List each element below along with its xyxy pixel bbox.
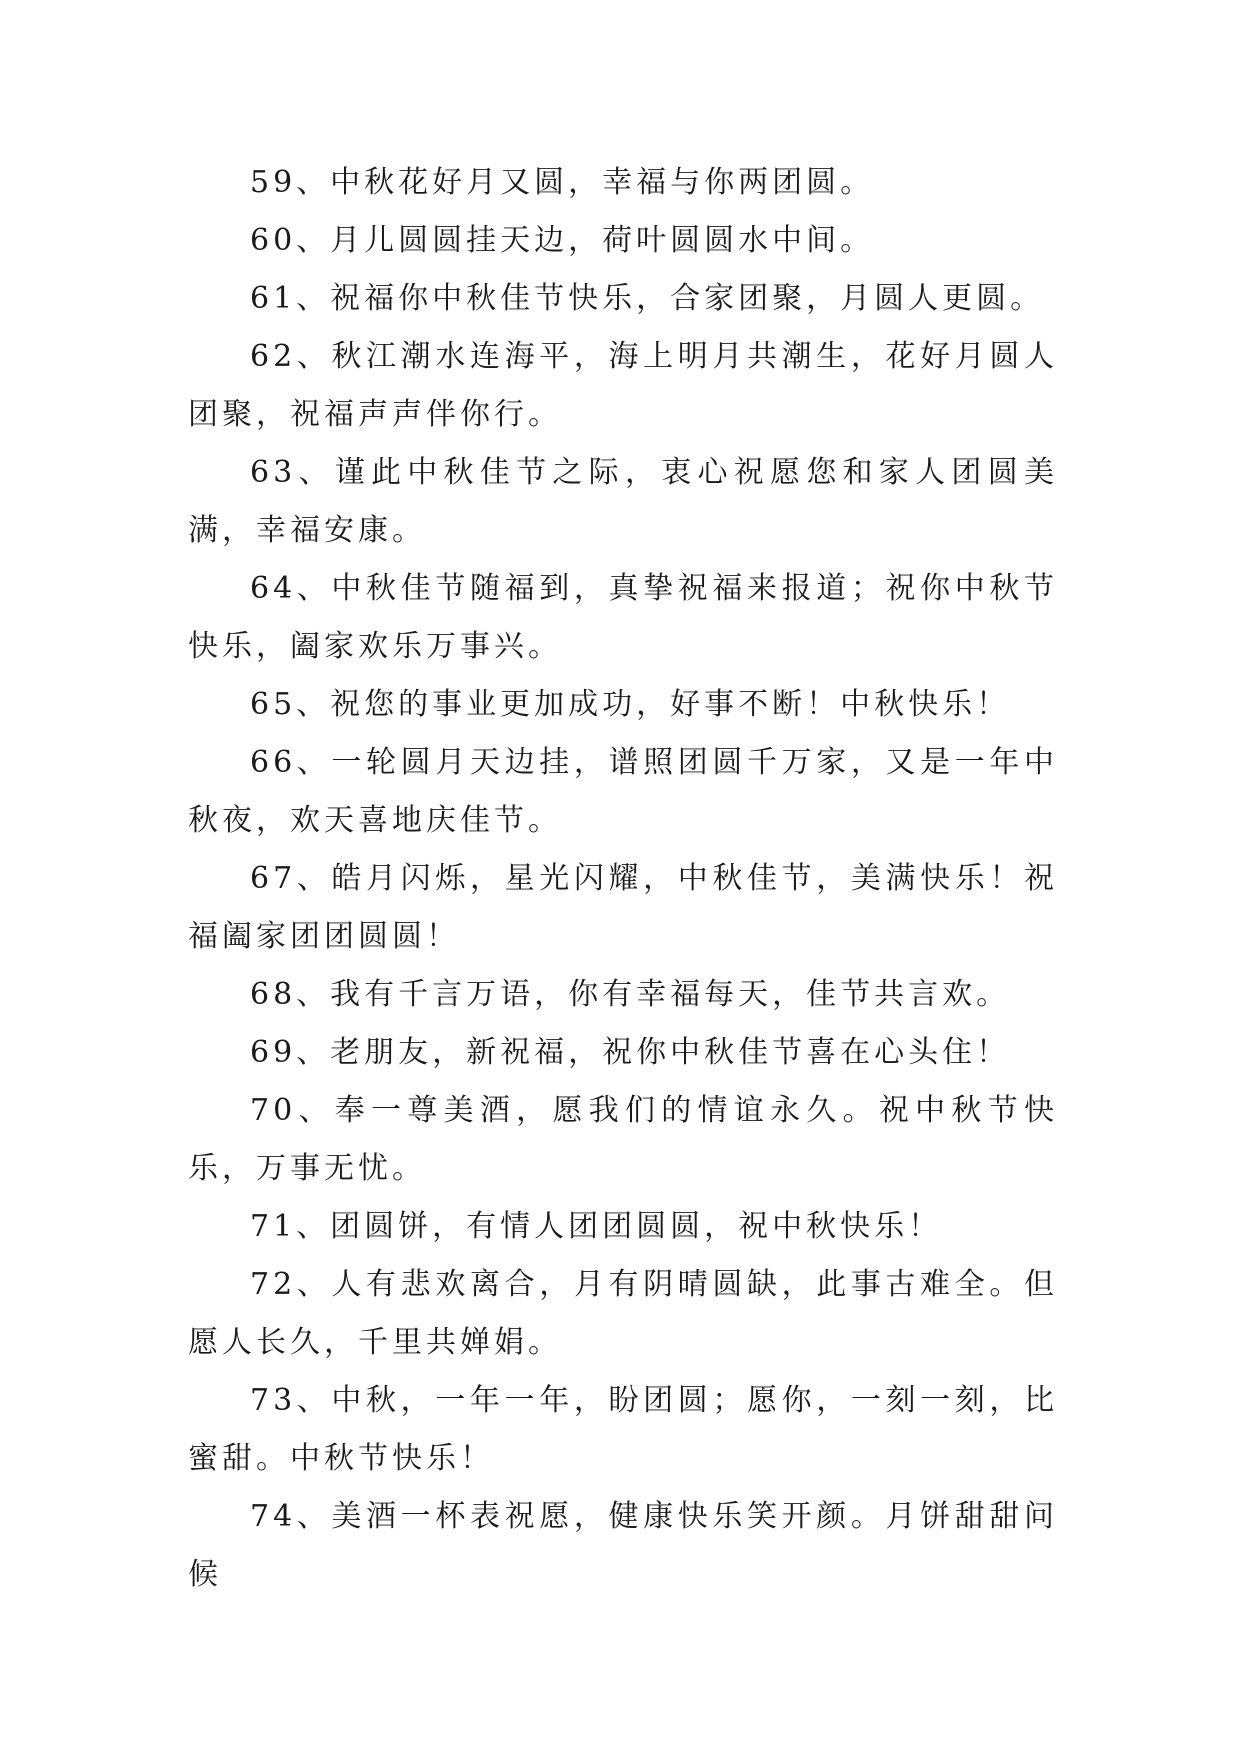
paragraph-74: 74、美酒一杯表祝愿，健康快乐笑开颜。月饼甜甜问候 xyxy=(188,1499,1058,1592)
paragraph-59: 59、中秋花好月又圆，幸福与你两团圆。 xyxy=(250,165,875,200)
paragraph-68: 68、我有千言万语，你有幸福每天，佳节共言欢。 xyxy=(250,977,1011,1012)
document-body xyxy=(188,154,1058,1604)
paragraph-66: 66、一轮圆月天边挂，谱照团圆千万家，又是一年中秋夜，欢天喜地庆佳节。 xyxy=(188,745,1058,838)
paragraph-63: 63、谨此中秋佳节之际，衷心祝愿您和家人团圆美满，幸福安康。 xyxy=(188,455,1058,548)
paragraph-65: 65、祝您的事业更加成功，好事不断！中秋快乐！ xyxy=(250,687,1011,722)
paragraph-62: 62、秋江潮水连海平，海上明月共潮生，花好月圆人团聚，祝福声声伴你行。 xyxy=(188,339,1058,432)
paragraph-61: 61、祝福你中秋佳节快乐，合家团聚，月圆人更圆。 xyxy=(250,281,1045,316)
paragraph-71: 71、团圆饼，有情人团团圆圆，祝中秋快乐！ xyxy=(250,1209,943,1244)
paragraph-67: 67、皓月闪烁，星光闪耀，中秋佳节，美满快乐！祝福阖家团团圆圆！ xyxy=(188,861,1058,954)
paragraph-73: 73、中秋，一年一年，盼团圆；愿你，一刻一刻，比蜜甜。中秋节快乐！ xyxy=(188,1383,1058,1476)
paragraph-64: 64、中秋佳节随福到，真挚祝福来报道；祝你中秋节快乐，阖家欢乐万事兴。 xyxy=(188,571,1058,664)
paragraph-60: 60、月儿圆圆挂天边，荷叶圆圆水中间。 xyxy=(250,223,875,258)
paragraph-72: 72、人有悲欢离合，月有阴晴圆缺，此事古难全。但愿人长久，千里共婵娟。 xyxy=(188,1267,1058,1360)
paragraph-70: 70、奉一尊美酒，愿我们的情谊永久。祝中秋节快乐，万事无忧。 xyxy=(188,1093,1058,1186)
paragraph-69: 69、老朋友，新祝福，祝你中秋佳节喜在心头住！ xyxy=(250,1035,1011,1070)
